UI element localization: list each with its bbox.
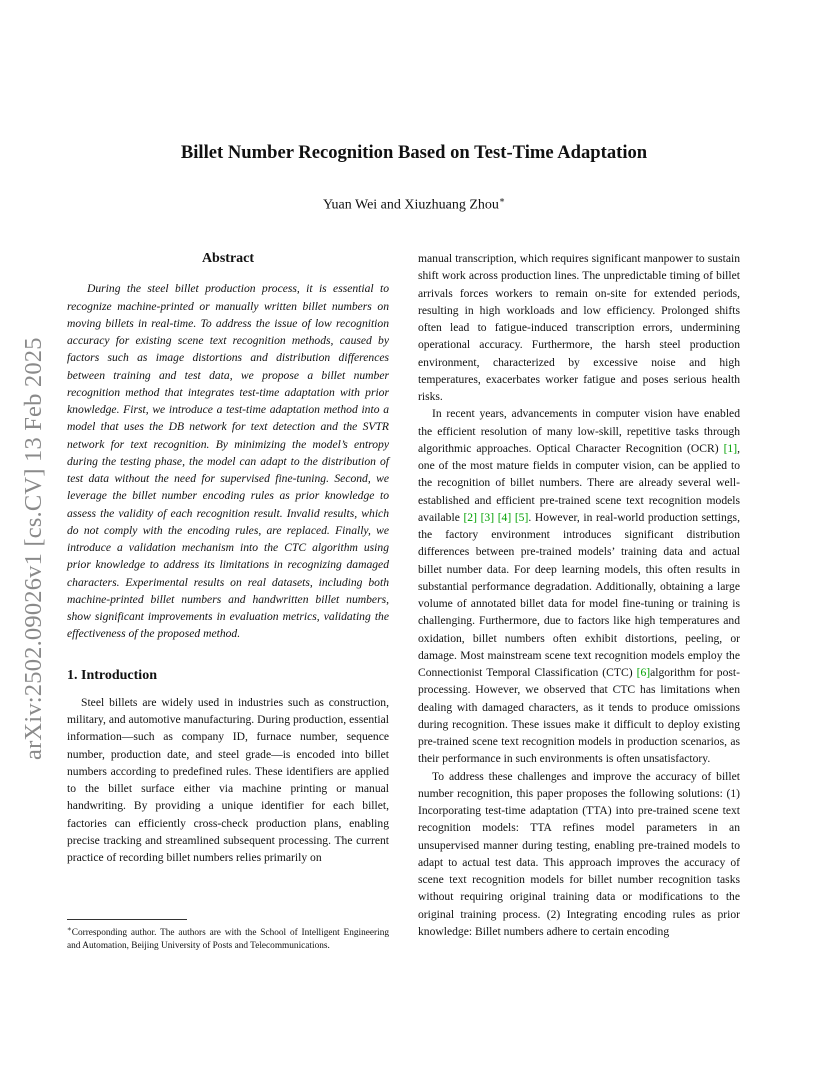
para2-text-c: . However, in real-world production settings, the factory environment introduces significant distribution differences between pre-trained models’ training data and actual billet number data. For deep learning models, this often results in substantial performance degradation. Additionally, obtaining a large volume of annotated billet data for model fine-tuning or training is challenging. Furthermore, due to factors like high temperatures and oxidation, billet numbers often exhibit distortions, peeling, or damage. Most mainstream scene text recognition models employ the Connectionist Temporal Classification (CTC) [418, 510, 740, 679]
citation-6-link[interactable]: [6] [636, 666, 651, 679]
para2-text-a: In recent years, advancements in computer vision have enabled the efficient resolution of many low-skill, repetitive tasks through algorithmic approaches. Optical Character Recognition (OCR) [418, 407, 740, 455]
citation-1-link[interactable]: [1] [723, 441, 738, 455]
citation-3-link[interactable]: [3] [480, 510, 495, 524]
footnote-text: Corresponding author. The authors are with the School of Intelligent Engineering and Automation, Beijing University of Posts and Telecommunications. [67, 928, 389, 951]
para2-text-d: algorithm for post-processing. However, we observed that CTC has limitations when dealing with damaged characters, as it tends to produce omissions during recognition. These issues make it difficult to deploy existing pre-trained scene text recognition models in production scenarios, as their performance in such environments is often unsatisfactory. [418, 666, 740, 766]
abstract-text: During the steel billet production process, it is essential to recognize machine-printed or manually written billet numbers on moving billets in real-time. To address the issue of low recognition accuracy for existing scene text recognition methods, caused by factors such as image distortions and distribution differences between training and test data, we propose a billet number recognition method that integrates test-time adaptation with prior knowledge. First, we introduce a test-time adaptation method into a model that uses the DB network for text detection and the SVTR network for text recognition. By minimizing the model’s entropy during the testing phase, the model can adapt to the distribution of test data without the need for supervised fine-tuning. Second, we leverage the billet number encoding rules as prior knowledge to assess the validity of each recognition result. Invalid results, which do not comply with the encoding rules, are replaced. Finally, we introduce a validation mechanism into the CTC algorithm using prior knowledge to address its limitations in recognizing damaged characters. Experimental results on real datasets, including both machine-printed billet numbers and handwritten billet numbers, show significant improvements in evaluation metrics, validating the effectiveness of the proposed method. [67, 282, 389, 641]
author-footnote-mark: ∗ [498, 195, 506, 205]
intro-paragraph-1-continued: manual transcription, which requires significant manpower to sustain shift work across production lines. The unpredictable timing of billet arrivals forces workers to remain on-site for extended periods, resulting in high workloads and low efficiency. Prolonged shifts often lead to fatigue-induced transcription errors, undermining operational accuracy. Furthermore, the harsh steel production environment, characterized by excessive noise and high temperatures, exacerbates worker fatigue and poses serious health risks. [418, 252, 740, 403]
left-column [67, 250, 389, 866]
citation-5-link[interactable]: [5] [514, 510, 529, 524]
authors-names: Yuan Wei and Xiuzhuang Zhou [322, 197, 499, 213]
footnote-divider [67, 919, 187, 920]
abstract-heading: Abstract [201, 251, 255, 266]
intro-paragraph-3: To address these challenges and improve the accuracy of billet number recognition, this paper proposes the following solutions: (1) Incorporating test-time adaptation (TTA) into pre-trained scene text recognition models: TTA refines model parameters in an unsupervised manner during testing, enabling pre-trained models to adapt to actual test data. This approach improves the accuracy of scene text recognition models for billet number recognition tasks without requiring original training data or modifications to the original training process. (2) Integrating encoding rules as prior knowledge: Billet numbers adhere to certain encoding [418, 769, 740, 938]
citation-4-link[interactable]: [4] [497, 510, 512, 524]
corresponding-author-footnote [67, 923, 389, 952]
citation-2-link[interactable]: [2] [463, 510, 477, 524]
paper-title: Billet Number Recognition Based on Test-Time Adaptation [180, 142, 648, 163]
right-column [418, 250, 740, 940]
arxiv-identifier: arXiv:2502.09026v1 [cs.CV] 13 Feb 2025 [20, 337, 47, 760]
intro-paragraph-1: Steel billets are widely used in industries such as construction, military, and automotive manufacturing. During production, essential information—such as company ID, furnace number, sequence number, production date, and steel grade—is encoded into billet numbers according to predefined rules. These identifiers are applied to the billet surface either via machine printing or manual handwriting. By providing a unique identifier for each billet, factories can efficiently cross-check production plans, enabling precise tracking and streamlined subsequent processing. The current practice of recording billet numbers relies primarily on [67, 695, 389, 864]
para2-text-b: , one of the most mature fields in computer vision, can be applied to the recognition of billet numbers. There are already several well-established and efficient pre-trained scene text recognition models available [418, 441, 740, 524]
introduction-heading: 1. Introduction [67, 667, 157, 683]
intro-paragraph-2 [418, 405, 740, 767]
author-line [0, 195, 828, 214]
footnote-mark: ∗ [67, 925, 72, 933]
